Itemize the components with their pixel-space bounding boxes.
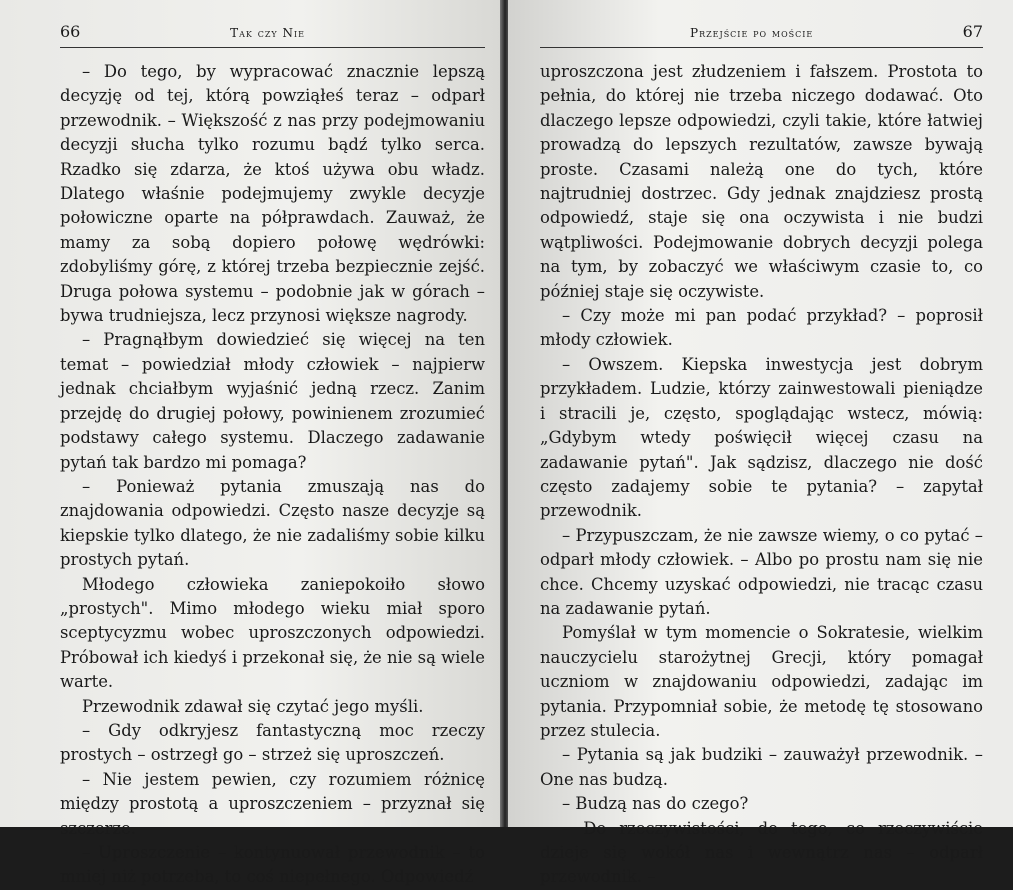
paragraph: – Do rzeczywistości, do tego, co rzeczywiście dzieje się wokół nas i wewnątrz nas – odparł przewodnik. – xyxy=(540,818,983,887)
paragraph: – Gdy odkryjesz fantastyczną moc rzeczy prostych – ostrzegł go – strzeż się uproszczeń. xyxy=(60,720,485,765)
right-page-text xyxy=(540,60,983,890)
paragraph: uproszczona jest złudzeniem i fałszem. Prostota to pełnia, do której nie trzeba niczego dodawać. Oto dlaczego lepsze odpowiedzi, czyli takie, które łatwiej prowadzą do lepszych rezultatów, zawsze bywają proste. Czasami należą one do tych, które najtrudniej dostrzec. Gdy jednak znajdziesz prostą odpowiedź, staje się ona oczywista i nie budzi wątpliwości. Podejmowanie dobrych decyzji polega na tym, by zobaczyć we właściwym czasie to, co później staje się oczywiste. xyxy=(540,62,983,301)
paragraph: – Uproszczenie – kontynuował przewodnik – to mniej niż potrzeba, to coś niepełnego. Odpowiedź xyxy=(60,843,485,887)
paragraph: – Budzą nas do czego? xyxy=(562,794,749,814)
right-running-title: Przejście po moście xyxy=(690,26,814,40)
paragraph: – Owszem. Kiepska inwestycja jest dobrym przykładem. Ludzie, którzy zainwestowali pieniądze i stracili je, często, spoglądając wstecz, mówią: „Gdybym wtedy poświęcił więcej czasu na zadawanie pytań". Jak sądzisz, dlaczego nie dość często zadajemy sobie te pytania? – zapytał przewodnik. xyxy=(540,354,983,521)
right-page-number: 67 xyxy=(962,22,983,41)
left-page xyxy=(0,0,503,887)
paragraph: Młodego człowieka zaniepokoiło słowo „prostych". Mimo młodego wieku miał sporo sceptycyzmu wobec uproszczonych odpowiedzi. Próbował ich kiedyś i przekonał się, że nie są wiele warte. xyxy=(60,574,485,692)
left-page-text xyxy=(60,60,485,890)
right-page xyxy=(508,0,1013,887)
paragraph: Przewodnik zdawał się czytać jego myśli. xyxy=(82,696,424,716)
right-page-header xyxy=(540,22,983,48)
paragraph: – Do tego, by wypracować znacznie lepszą decyzję od tej, którą powziąłeś teraz – odparł przewodnik. – Większość z nas przy podejmowaniu decyzji słucha tylko rozumu bądź tylko serca. Rzadko się zdarza, że ktoś używa obu władz. Dlatego właśnie podejmujemy zwykle decyzje połowiczne oparte na półprawdach. Zauważ, że mamy za sobą dopiero połowę wędrówki: zdobyliśmy górę, z której trzeba bezpiecznie zejść. Druga połowa systemu – podobnie jak w górach – bywa trudniejsza, lecz przynosi większe nagrody. xyxy=(60,62,485,326)
paragraph: – Przypuszczam, że nie zawsze wiemy, o co pytać – odparł młody człowiek. – Albo po prostu nam się nie chce. Chcemy uzyskać odpowiedzi, nie tracąc czasu na zadawanie pytań. xyxy=(540,525,983,618)
paragraph: Pomyślał w tym momencie o Sokratesie, wielkim nauczycielu starożytnej Grecji, który pomagał uczniom w znajdowaniu odpowiedzi, zadając im pytania. Przypomniał sobie, że metodę tę stosowano przez stulecia. xyxy=(540,623,983,740)
left-page-header xyxy=(60,22,485,48)
paragraph: – Pytania są jak budziki – zauważył przewodnik. – One nas budzą. xyxy=(540,745,983,789)
paragraph: – Czy może mi pan podać przykład? – poprosił młody człowiek. xyxy=(540,306,983,350)
paragraph: – Ponieważ pytania zmuszają nas do znajdowania odpowiedzi. Często nasze decyzje są kiepskie tylko dlatego, że nie zadaliśmy sobie kilku prostych pytań. xyxy=(60,476,485,570)
paragraph: – Pragnąłbym dowiedzieć się więcej na ten temat – powiedział młody człowiek – najpierw jednak chciałbym wyjaśnić jedną rzecz. Zanim przejdę do drugiej połowy, powinienem zrozumieć podstawy całego systemu. Dlaczego zadawanie pytań tak bardzo mi pomaga? xyxy=(60,330,485,472)
left-page-number: 66 xyxy=(60,22,81,41)
left-running-title: Tak czy Nie xyxy=(230,26,305,40)
paragraph: – Nie jestem pewien, czy rozumiem różnicę między prostotą a uproszczeniem – przyznał się szczerze. xyxy=(60,769,485,838)
